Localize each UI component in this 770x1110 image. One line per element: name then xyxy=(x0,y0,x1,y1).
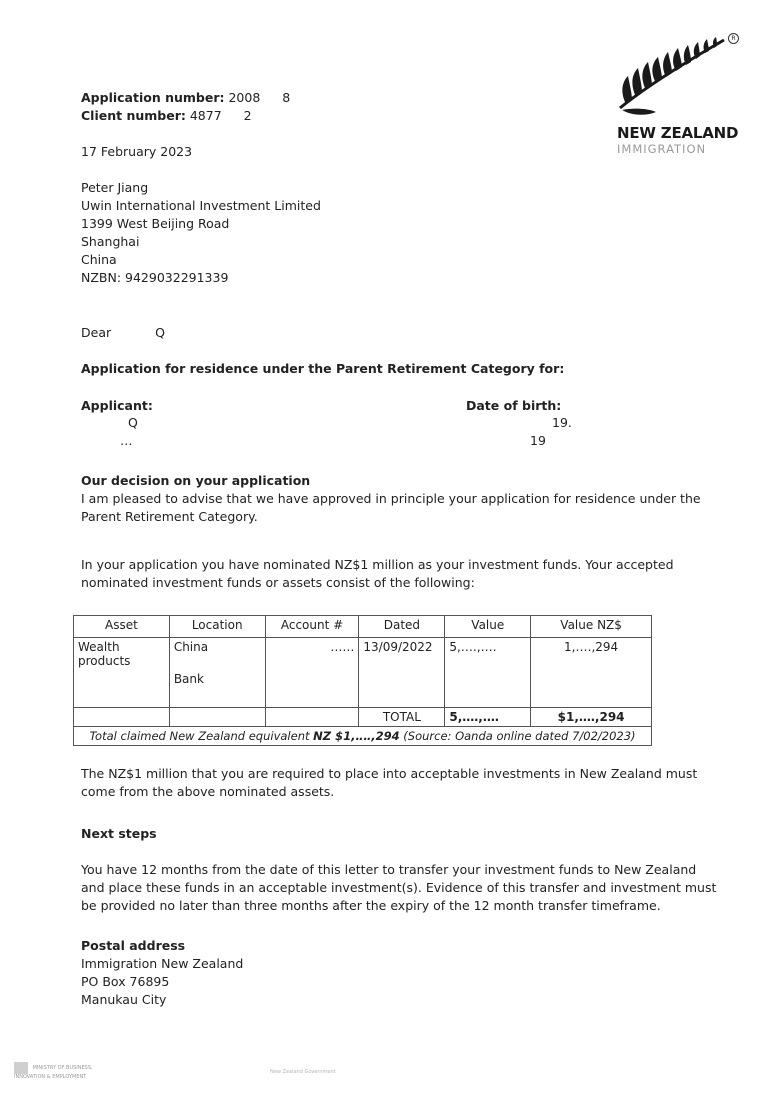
table-footnote: Total claimed New Zealand equivalent NZ $1,‥‥,294 (Source: Oanda online dated 7/02/2023) xyxy=(74,727,652,746)
application-number-label: Application number: xyxy=(81,90,225,105)
application-number-value: 2008 xyxy=(228,90,261,105)
postal-address xyxy=(81,937,243,1009)
application-number-suffix: 8 xyxy=(282,90,291,105)
logo-subtitle: IMMIGRATION xyxy=(617,142,707,156)
table-total-row xyxy=(74,708,652,727)
salutation-name: Q xyxy=(155,325,165,340)
postal-line: Immigration New Zealand xyxy=(81,956,244,971)
total-label-cell: TOTAL xyxy=(359,708,445,727)
ministry-name: MINISTRY OF BUSINESS, INNOVATION & EMPLOYMENT xyxy=(14,1065,93,1080)
table-header-cell: Value xyxy=(445,616,531,638)
funds-line: come from the above nominated assets. xyxy=(81,784,335,799)
recipient-line: Shanghai xyxy=(81,234,140,249)
total-value-cell: 5,‥‥,‥‥ xyxy=(445,708,531,727)
recipient-line: Peter Jiang xyxy=(81,180,149,195)
logo-name: NEW ZEALAND xyxy=(617,124,739,142)
recipient-line: Uwin International Investment Limited xyxy=(81,198,321,213)
table-footnote-row xyxy=(74,727,652,746)
next-steps-line: be provided no later than three months after the expiry of the 12 month transfer timeframe. xyxy=(81,898,661,913)
silver-fern-icon xyxy=(612,30,732,120)
salutation xyxy=(81,324,165,342)
client-number-suffix: 2 xyxy=(243,108,252,123)
client-number xyxy=(81,107,252,125)
next-steps-line: You have 12 months from the date of this letter to transfer your investment funds to New Zealand xyxy=(81,862,697,877)
nz-immigration-logo xyxy=(612,30,752,160)
next-steps-heading: Next steps xyxy=(81,826,157,841)
applicant-2-dob: 19 xyxy=(530,433,546,448)
dob-label: Date of birth: xyxy=(466,398,562,413)
nomination-line: nominated investment funds or assets consist of the following: xyxy=(81,575,475,590)
value-cell: 5,‥‥,‥‥ xyxy=(445,638,531,708)
table-header-cell: Asset xyxy=(74,616,170,638)
decision-section xyxy=(81,472,701,526)
client-number-value: 4877 xyxy=(189,108,222,123)
location-bank: Bank xyxy=(173,672,204,686)
next-steps-line: and place these funds in an acceptable investment(s). Evidence of this transfer and investment must xyxy=(81,880,717,895)
postal-line: Manukau City xyxy=(81,992,167,1007)
dated-cell: 13/09/2022 xyxy=(359,638,445,708)
postal-line: PO Box 76895 xyxy=(81,974,170,989)
decision-paragraph-line: Parent Retirement Category. xyxy=(81,509,258,524)
application-number xyxy=(81,89,290,107)
salutation-prefix: Dear xyxy=(81,325,112,340)
letter-date: 17 February 2023 xyxy=(81,144,193,159)
table-header-cell: Location xyxy=(169,616,265,638)
table-header-row xyxy=(74,616,652,638)
funds-paragraph xyxy=(81,765,697,801)
table-header-cell: Value NZ$ xyxy=(531,616,652,638)
applicant-2-name: … xyxy=(120,433,133,448)
applicant-label: Applicant: xyxy=(81,398,153,413)
recipient-line: NZBN: 9429032291339 xyxy=(81,270,229,285)
value-nz-cell: 1,‥‥,294 xyxy=(531,638,652,708)
table-row xyxy=(74,638,652,708)
decision-paragraph-line: I am pleased to advise that we have approved in principle your application for residence under the xyxy=(81,491,701,506)
ministry-footer-logo xyxy=(14,1062,104,1081)
asset-cell: Wealth products xyxy=(74,638,170,708)
applicant-1-name: Q xyxy=(128,415,138,430)
government-footer-text: New Zealand Government xyxy=(270,1069,336,1075)
next-steps-paragraph xyxy=(81,861,716,915)
postal-heading: Postal address xyxy=(81,938,186,953)
table-header-cell: Account # xyxy=(265,616,359,638)
subject-line: Application for residence under the Parent Retirement Category for: xyxy=(81,361,565,376)
nomination-line: In your application you have nominated NZ$1 million as your investment funds. Your accepted xyxy=(81,557,674,572)
location-country: China xyxy=(173,640,209,654)
investment-assets-table xyxy=(73,615,652,746)
account-cell: ‥‥‥ xyxy=(265,638,359,708)
recipient-line: China xyxy=(81,252,117,267)
applicant-1-dob: 19. xyxy=(552,415,572,430)
funds-line: The NZ$1 million that you are required to place into acceptable investments in New Zealand must xyxy=(81,766,698,781)
recipient-address xyxy=(81,179,321,287)
recipient-line: 1399 West Beijing Road xyxy=(81,216,230,231)
coat-of-arms-icon xyxy=(14,1062,28,1074)
table-header-cell: Dated xyxy=(359,616,445,638)
total-value-nz-cell: $1,‥‥,294 xyxy=(531,708,652,727)
registered-mark-icon: R xyxy=(728,33,739,44)
decision-heading: Our decision on your application xyxy=(81,473,311,488)
location-cell xyxy=(169,638,265,708)
nomination-paragraph xyxy=(81,556,674,592)
client-number-label: Client number: xyxy=(81,108,186,123)
